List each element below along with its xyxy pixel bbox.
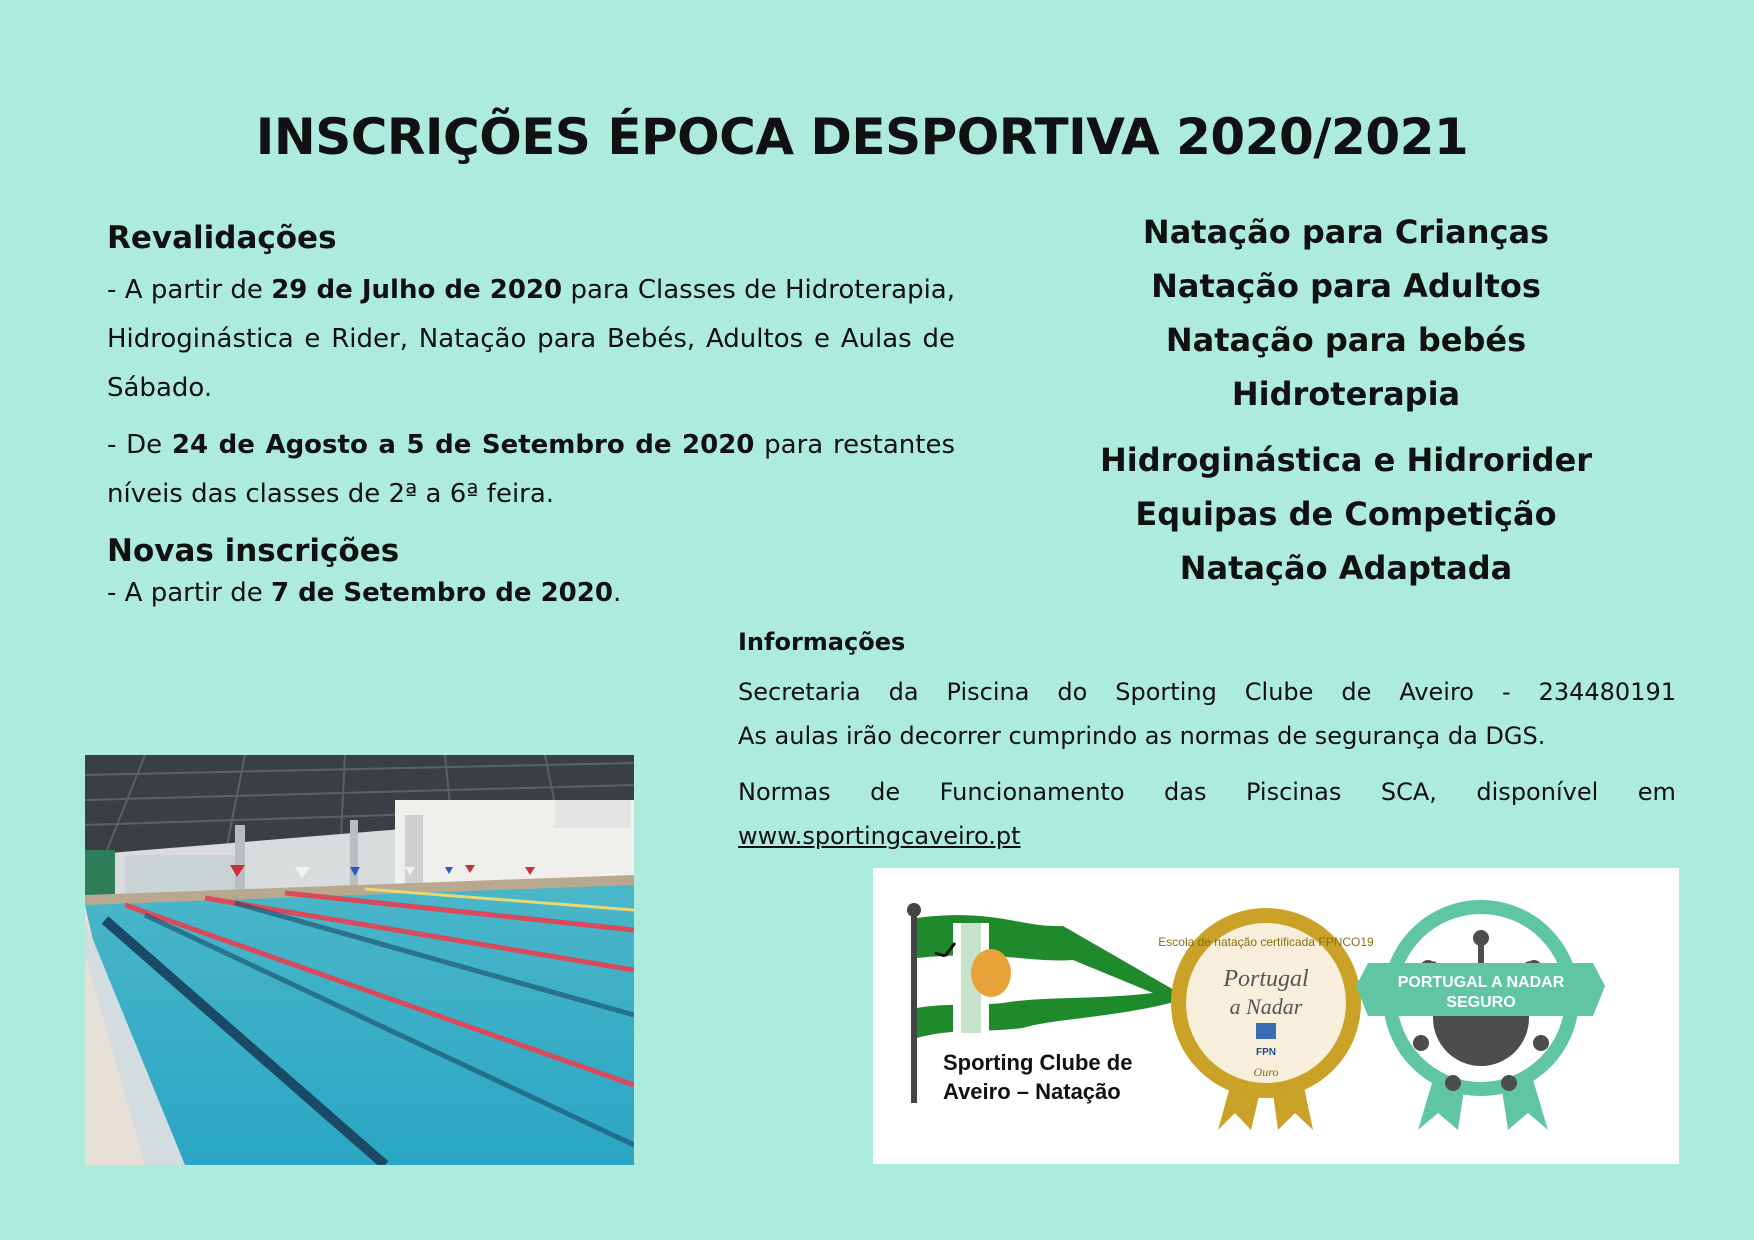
logos-illustration: [873, 868, 1679, 1164]
revalidacoes-heading: Revalidações: [107, 220, 337, 256]
revalidacoes-paragraph-2: - De 24 de Agosto a 5 de Setembro de 2020 para restantes níveis das classes de 2ª a 6ª feira.: [107, 430, 955, 509]
gold-seal-logo: [1158, 908, 1374, 1130]
club-flag-logo: [907, 903, 1188, 1104]
seal-arc-text: Escola de natação certificada FPNCO19: [1158, 935, 1374, 949]
class-item: Equipas de Competição: [1135, 495, 1557, 533]
normas-line: Normas de Funcionamento das Piscinas SCA, disponível em: [738, 778, 1676, 806]
secretaria-contact: Secretaria da Piscina do Sporting Clube de Aveiro - 234480191: [738, 670, 1676, 714]
class-item: Natação Adaptada: [1179, 549, 1513, 587]
club-name-line-1: Sporting Clube de: [943, 1050, 1133, 1075]
info-heading: Informações: [738, 628, 906, 656]
seal-script-2: a Nadar: [1229, 994, 1303, 1019]
logos-panel: [873, 868, 1679, 1164]
phone-number: 234480191: [1538, 678, 1676, 706]
page-title: INSCRIÇÕES ÉPOCA DESPORTIVA 2020/2021: [255, 108, 1469, 166]
class-item: Hidroginástica e Hidrorider: [1099, 441, 1593, 479]
info-section: [738, 628, 1676, 858]
seal-fpn: FPN: [1256, 1047, 1276, 1058]
safe-swimming-badge: [1356, 900, 1605, 1130]
class-item: Natação para Crianças: [1142, 213, 1550, 251]
pool-illustration: [85, 755, 634, 1165]
novas-inscricoes-heading: Novas inscrições: [107, 533, 400, 569]
novas-inscricoes-paragraph: - A partir de 7 de Setembro de 2020.: [107, 578, 622, 608]
classes-list: [1086, 205, 1606, 595]
revalidacoes-paragraph-1: - A partir de 29 de Julho de 2020 para Classes de Hidroterapia, Hidroginástica e Rider, Natação para Bebés, Adultos e Aulas de Sábado.: [107, 275, 955, 403]
class-item: Natação para Adultos: [1151, 267, 1541, 305]
class-item: Hidroterapia: [1231, 375, 1461, 413]
seal-script-1: Portugal: [1223, 966, 1309, 992]
club-name-line-2: Aveiro – Natação: [943, 1079, 1121, 1104]
safe-badge-line-2: SEGURO: [1446, 994, 1516, 1011]
safe-badge-line-1: PORTUGAL A NADAR: [1397, 974, 1565, 991]
pool-photo: [85, 755, 634, 1165]
seal-level: Ouro: [1253, 1065, 1279, 1079]
class-item: Natação para bebés: [1165, 321, 1527, 359]
registration-info: [107, 220, 955, 618]
website-link[interactable]: www.sportingcaveiro.pt: [738, 822, 1021, 850]
dgs-note: As aulas irão decorrer cumprindo as normas de segurança da DGS.: [738, 722, 1546, 750]
